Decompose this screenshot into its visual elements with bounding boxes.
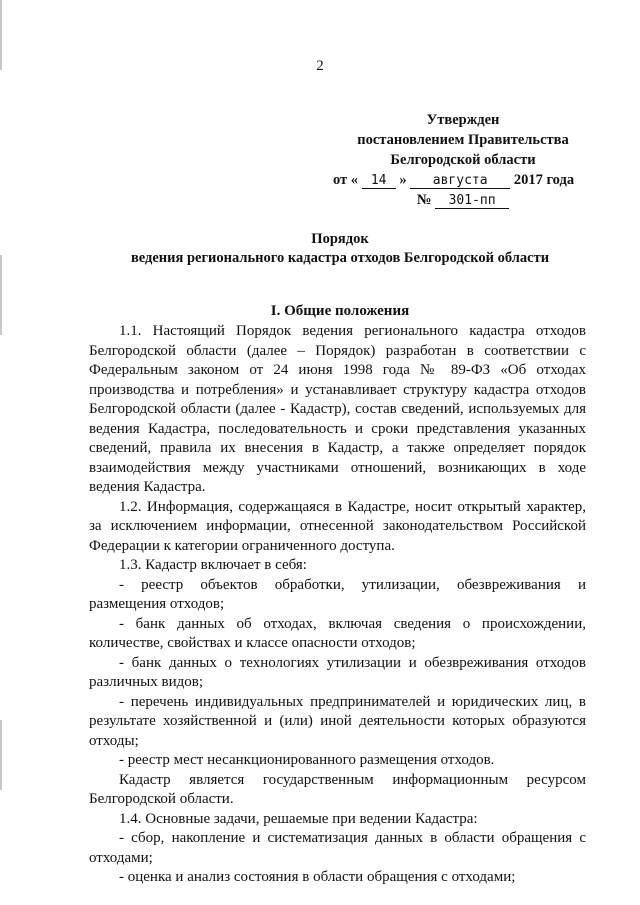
approval-block <box>333 110 593 210</box>
scan-edge-mark-bottom <box>0 720 2 790</box>
scan-edge-mark-middle <box>0 255 2 335</box>
list-item: - сбор, накопление и систематизация данных в области обращения с отходами; <box>89 830 586 866</box>
document-title: Порядок <box>311 231 369 247</box>
paragraph-1-1: 1.1. Настоящий Порядок ведения регионального кадастра отходов Белгородской области (далее – Порядок) разработан в соответствии с Федеральным законом от 24 июня 1998 года № 89-ФЗ «Об отходах производства и потребления» и устанавливает структуру кадастра отходов Белгородской области (далее - Кадастр), состав сведений, используемых для ведения Кадастра, последовательность и сроки представления указанных сведений, правила их внесения в Кадастр, а также определяет порядок взаимодействия между участниками отношений, возникающих в ходе ведения Кадастра. <box>89 323 586 495</box>
list-item: - реестр мест несанкционированного размещения отходов. <box>119 752 495 768</box>
list-item: - реестр объектов обработки, утилизации, обезвреживания и размещения отходов; <box>89 576 586 612</box>
number-sign: № <box>416 192 432 208</box>
approval-line-2: постановлением Правительства <box>357 132 569 148</box>
paragraph-cadastre-status: Кадастр является государственным информационным ресурсом Белгородской области. <box>89 771 586 807</box>
list-item: - банк данных об отходах, включая сведения о происхождении, количестве, свойствах и классе опасности отходов; <box>89 615 586 651</box>
approval-date-line <box>333 170 593 190</box>
document-subtitle: ведения регионального кадастра отходов Белгородской области <box>130 250 550 266</box>
approval-line-3: Белгородской области <box>390 152 536 168</box>
paragraph-1-2: 1.2. Информация, содержащаяся в Кадастре, носит открытый характер, за исключением информации, отнесенной законодательством Российской Федерации к категории ограниченного доступа. <box>89 498 586 554</box>
paragraph-1-3: 1.3. Кадастр включает в себя: <box>119 557 307 573</box>
approval-line-1: Утвержден <box>426 112 500 128</box>
paragraph-1-4: 1.4. Основные задачи, решаемые при ведении Кадастра: <box>119 810 478 827</box>
list-item: - банк данных о технологиях утилизации и обезвреживания отходов различных видов; <box>89 654 586 690</box>
approval-number-line <box>333 190 593 210</box>
section-heading: I. Общие положения <box>270 303 410 319</box>
page-number: 2 <box>316 58 324 74</box>
date-day: 14 <box>362 173 396 189</box>
date-month: августа <box>410 173 510 189</box>
resolution-number: 301-пп <box>435 193 509 209</box>
date-year: 2017 года <box>513 172 575 188</box>
document-body <box>89 322 586 888</box>
list-item: - перечень индивидуальных предпринимателей и юридических лиц, в результате хозяйственной и (или) иной деятельности которых образуются отходы; <box>89 693 586 749</box>
date-prefix: от « <box>333 172 359 188</box>
list-item: - оценка и анализ состояния в области обращения с отходами; <box>119 869 516 885</box>
date-mid: » <box>399 172 407 188</box>
